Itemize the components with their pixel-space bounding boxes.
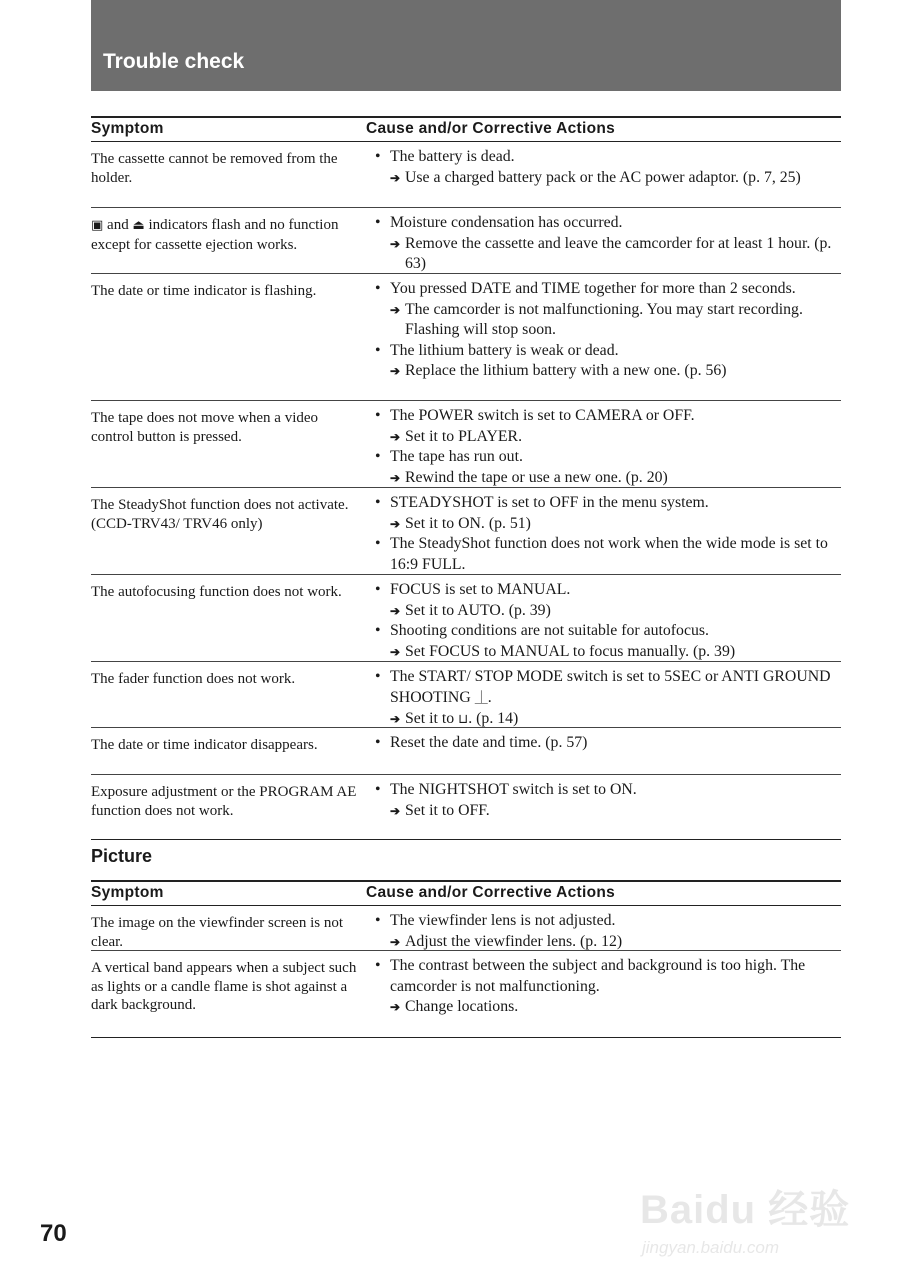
table-row bbox=[91, 401, 841, 488]
arrow-right-icon: ➔ bbox=[390, 516, 401, 531]
arrow-right-icon: ➔ bbox=[390, 236, 401, 251]
arrow-right-icon: ➔ bbox=[390, 712, 401, 727]
actions-cell bbox=[364, 951, 841, 1037]
actions-cell bbox=[364, 728, 841, 774]
section-title-picture: Picture bbox=[91, 846, 153, 866]
watermark-url: jingyan.baidu.com bbox=[642, 1238, 780, 1257]
fix-item: ➔ Set it to AUTO. (p. 39) bbox=[364, 601, 841, 622]
fix-item: ➔ Set FOCUS to MANUAL to focus manually. (p. 39) bbox=[364, 642, 841, 663]
symptom-cell: The fader function does not work. bbox=[91, 671, 296, 687]
cause-item: • Shooting conditions are not suitable for autofocus. bbox=[364, 621, 841, 642]
arrow-right-icon: ➔ bbox=[390, 934, 401, 949]
actions-cell bbox=[364, 906, 841, 950]
symptom-cell: The SteadyShot function does not activate. (CCD-TRV43/ TRV46 only) bbox=[91, 497, 349, 532]
fix-item: ➔ The camcorder is not malfunctioning. You may start recording. Flashing will stop soon. bbox=[390, 300, 803, 339]
cause-item: • You pressed DATE and TIME together for more than 2 seconds. bbox=[364, 279, 841, 300]
cause-item: • The contrast between the subject and background is too high. The camcorder is not malfunctioning. bbox=[364, 956, 841, 997]
page-number: 70 bbox=[40, 1220, 67, 1247]
arrow-right-icon: ➔ bbox=[390, 1000, 401, 1015]
table-row bbox=[91, 906, 841, 951]
actions-cell bbox=[364, 142, 841, 207]
header-bar bbox=[91, 0, 841, 91]
symptom-cell: A vertical band appears when a subject such as lights or a candle flame is shot against a dark background. bbox=[91, 960, 357, 1013]
actions-cell bbox=[364, 662, 841, 727]
cause-item: • The NIGHTSHOT switch is set to ON. bbox=[364, 780, 841, 801]
actions-cell bbox=[364, 575, 841, 661]
table-header bbox=[91, 880, 841, 906]
column-header-actions: Cause and/or Corrective Actions bbox=[366, 120, 616, 137]
arrow-right-icon: ➔ bbox=[390, 429, 401, 444]
cause-item: • Reset the date and time. (p. 57) bbox=[364, 733, 841, 754]
arrow-right-icon: ➔ bbox=[390, 364, 401, 379]
eject-icon: ⏏ bbox=[132, 218, 145, 233]
fix-item: ➔ Set it to OFF. bbox=[364, 801, 841, 822]
actions-cell bbox=[364, 401, 841, 487]
trouble-table-picture bbox=[91, 880, 841, 1038]
actions-cell bbox=[364, 488, 841, 574]
fix-item: ➔ Rewind the tape or use a new one. (p. 20) bbox=[364, 468, 841, 489]
actions-cell bbox=[364, 274, 841, 400]
cause-item: • The lithium battery is weak or dead. bbox=[364, 341, 841, 362]
watermark-logo: Baidu 经验 bbox=[640, 1188, 851, 1232]
cause-item: • The START/ STOP MODE switch is set to 5SEC or ANTI GROUND SHOOTING ⏊. bbox=[364, 667, 841, 709]
cause-item: • The SteadyShot function does not work when the wide mode is set to 16:9 FULL. bbox=[364, 534, 841, 575]
cassette-warning-icon: ▣ bbox=[91, 218, 104, 233]
table-row bbox=[91, 575, 841, 662]
fix-item: ➔ Set it to ⊔. (p. 14) bbox=[364, 709, 841, 731]
fix-item: ➔ Set it to PLAYER. bbox=[364, 427, 841, 448]
actions-cell bbox=[364, 208, 841, 273]
table-row bbox=[91, 142, 841, 208]
cause-item: • The battery is dead. bbox=[364, 147, 841, 168]
table-row bbox=[91, 662, 841, 728]
cause-item: • The tape has run out. bbox=[364, 447, 841, 468]
arrow-right-icon: ➔ bbox=[390, 170, 401, 185]
trouble-table-general bbox=[91, 116, 841, 840]
cause-item: • The viewfinder lens is not adjusted. bbox=[364, 911, 841, 932]
standby-mode-icon: ⊔ bbox=[458, 712, 469, 728]
symptom-cell: The tape does not move when a video control button is pressed. bbox=[91, 410, 319, 445]
cause-item: • FOCUS is set to MANUAL. bbox=[364, 580, 841, 601]
symptom-cell: The date or time indicator is flashing. bbox=[91, 283, 317, 299]
symptom-cell: The cassette cannot be removed from the holder. bbox=[91, 151, 338, 186]
fix-item: ➔ Remove the cassette and leave the camcorder for at least 1 hour. (p. 63) bbox=[390, 234, 832, 273]
symptom-cell: The image on the viewfinder screen is not clear. bbox=[91, 915, 343, 950]
cause-item: • The POWER switch is set to CAMERA or OFF. bbox=[364, 406, 841, 427]
column-header-actions: Cause and/or Corrective Actions bbox=[366, 884, 616, 901]
table-row bbox=[91, 488, 841, 575]
symptom-cell: The autofocusing function does not work. bbox=[91, 584, 342, 600]
cause-item: • Moisture condensation has occurred. bbox=[364, 213, 841, 234]
fix-item: ➔ Adjust the viewfinder lens. (p. 12) bbox=[364, 932, 841, 953]
fix-item: ➔ Change locations. bbox=[364, 997, 841, 1018]
symptom-cell: Exposure adjustment or the PROGRAM AE function does not work. bbox=[91, 784, 357, 819]
arrow-right-icon: ➔ bbox=[390, 644, 401, 659]
fix-item: ➔ Use a charged battery pack or the AC power adaptor. (p. 7, 25) bbox=[364, 168, 841, 189]
arrow-right-icon: ➔ bbox=[390, 470, 401, 485]
actions-cell bbox=[364, 775, 841, 839]
arrow-right-icon: ➔ bbox=[390, 302, 401, 317]
table-row bbox=[91, 274, 841, 401]
symptom-cell: ▣ and ⏏ indicators flash and no function except for cassette ejection works. bbox=[91, 217, 339, 253]
table-row bbox=[91, 951, 841, 1038]
table-row bbox=[91, 208, 841, 274]
table-header bbox=[91, 116, 841, 142]
fix-item: ➔ Set it to ON. (p. 51) bbox=[364, 514, 841, 535]
table-row bbox=[91, 728, 841, 775]
column-header-symptom: Symptom bbox=[91, 884, 164, 901]
cause-item: • STEADYSHOT is set to OFF in the menu system. bbox=[364, 493, 841, 514]
watermark bbox=[640, 1140, 855, 1270]
fix-item: ➔ Replace the lithium battery with a new one. (p. 56) bbox=[364, 361, 841, 382]
column-header-symptom: Symptom bbox=[91, 120, 164, 137]
ground-shooting-icon: ⏊ bbox=[474, 690, 488, 706]
table-row bbox=[91, 775, 841, 840]
symptom-cell: The date or time indicator disappears. bbox=[91, 737, 318, 753]
arrow-right-icon: ➔ bbox=[390, 603, 401, 618]
arrow-right-icon: ➔ bbox=[390, 803, 401, 818]
page-title: Trouble check bbox=[103, 50, 245, 73]
